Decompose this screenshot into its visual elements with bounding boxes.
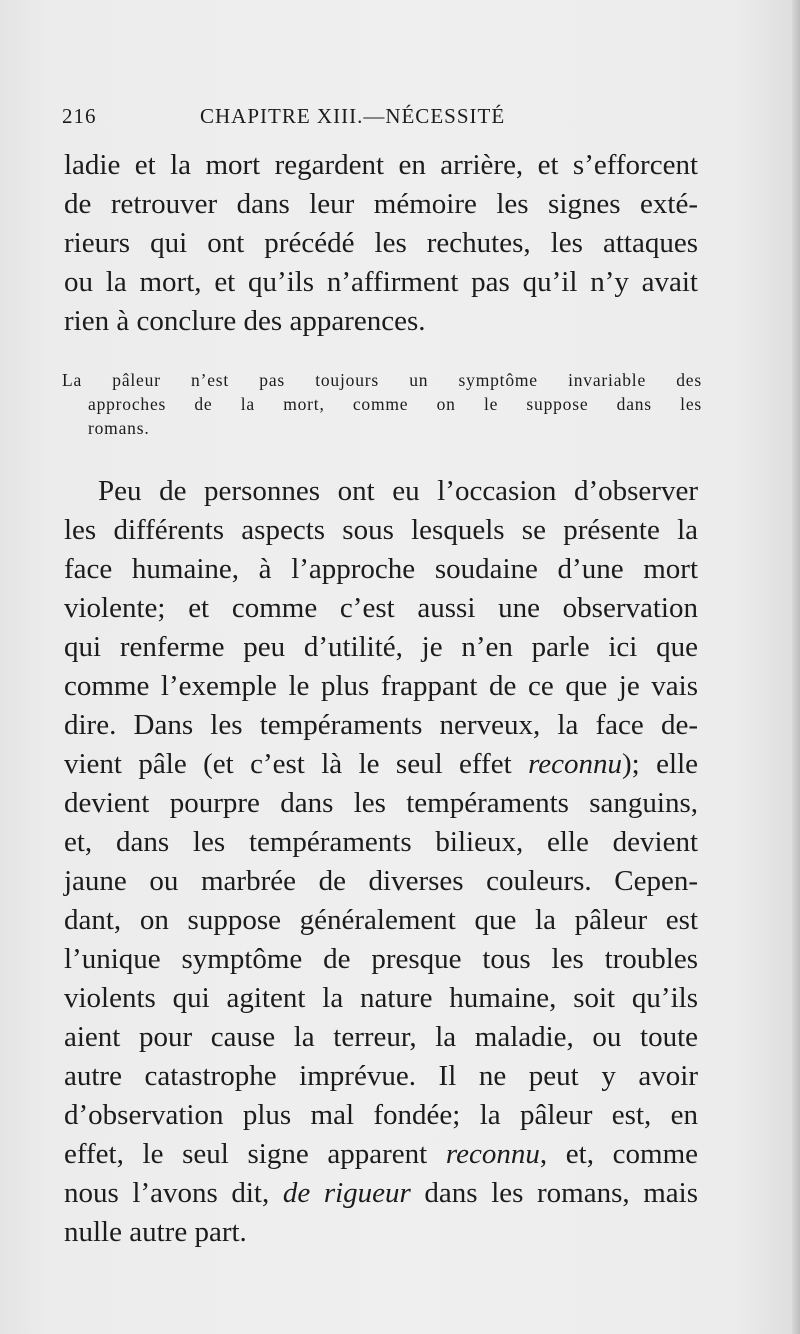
sidenote-line: La pâleur n’est pas toujours un symptôme invariable des — [62, 370, 702, 390]
text-line: aient pour cause la terreur, la maladie, ou toute — [64, 1021, 698, 1053]
text-segment: vient pâle (et c’est là le seul effet — [64, 748, 529, 780]
text-line: qui renferme peu d’utilité, je n’en parle ici que — [64, 631, 698, 663]
page-header — [62, 104, 762, 140]
text-segment: ); elle — [622, 748, 698, 780]
text-line: dire. Dans les tempéraments nerveux, la face de- — [64, 709, 698, 741]
text-segment: dans les romans, mais — [410, 1177, 699, 1209]
sidenote — [62, 368, 702, 440]
text-line: violente; et comme c’est aussi une observation — [64, 592, 698, 624]
text-line: Peu de personnes ont eu l’occasion d’observer — [98, 475, 698, 507]
paragraph-1 — [64, 146, 698, 341]
text-line — [64, 1174, 698, 1213]
text-line — [64, 1135, 698, 1174]
text-segment: nous l’avons dit, — [64, 1177, 283, 1209]
text-line: autre catastrophe imprévue. Il ne peut y avoir — [64, 1060, 698, 1092]
text-line: rieurs qui ont précédé les rechutes, les attaques — [64, 227, 698, 259]
text-line: ou la mort, et qu’ils n’affirment pas qu’il n’y avait — [64, 266, 698, 298]
text-line: de retrouver dans leur mémoire les signes exté- — [64, 188, 698, 220]
text-line: devient pourpre dans les tempéraments sanguins, — [64, 787, 698, 819]
italic-phrase: de rigueur — [282, 1177, 411, 1209]
text-line: face humaine, à l’approche soudaine d’une mort — [64, 553, 698, 585]
text-line: rien à conclure des apparences. — [64, 305, 426, 337]
text-line: d’observation plus mal fondée; la pâleur est, en — [64, 1099, 698, 1131]
italic-word: reconnu — [528, 748, 623, 780]
text-segment: , et, comme — [539, 1138, 698, 1170]
text-line — [64, 745, 698, 784]
text-line: les différents aspects sous lesquels se présente la — [64, 514, 698, 546]
text-line: ladie et la mort regardent en arrière, et s’efforcent — [64, 149, 698, 181]
sidenote-line: approches de la mort, comme on le suppose dans les — [88, 394, 702, 414]
page-number: 216 — [62, 104, 97, 128]
text-line: dant, on suppose généralement que la pâleur est — [64, 904, 698, 936]
running-head: CHAPITRE XIII.—NÉCESSITÉ — [200, 104, 506, 128]
sidenote-line: romans. — [88, 418, 150, 438]
text-line: comme l’exemple le plus frappant de ce que je vais — [64, 670, 698, 702]
page-edge — [792, 0, 800, 1334]
text-line: nulle autre part. — [64, 1216, 247, 1248]
text-segment: effet, le seul signe apparent — [64, 1138, 446, 1170]
text-line: violents qui agitent la nature humaine, soit qu’ils — [64, 982, 698, 1014]
italic-word: reconnu — [445, 1138, 540, 1170]
text-line: et, dans les tempéraments bilieux, elle devient — [64, 826, 698, 858]
paragraph-2 — [64, 472, 698, 1252]
text-line: l’unique symptôme de presque tous les troubles — [64, 943, 698, 975]
text-line: jaune ou marbrée de diverses couleurs. Cepen- — [64, 865, 698, 897]
